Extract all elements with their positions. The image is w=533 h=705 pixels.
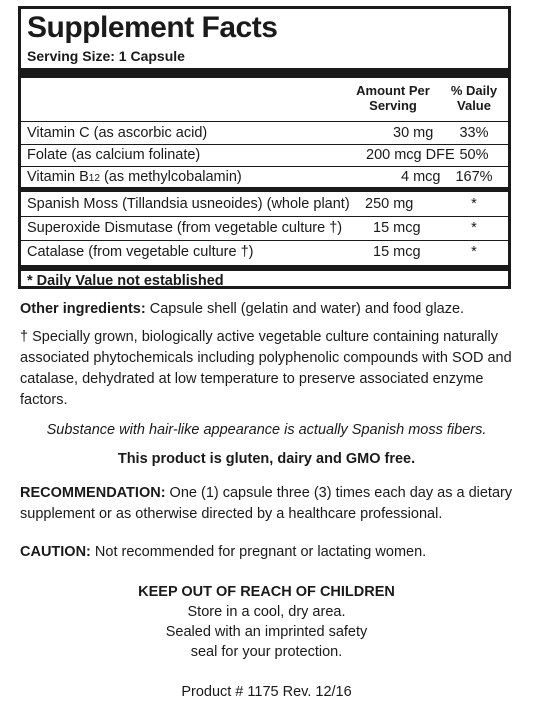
nutrient-name: Vitamin C (as ascorbic acid) <box>27 125 208 141</box>
recommendation-text: One (1) capsule three (3) times each day as a dietary supplement or as otherwise directed by a healthcare professional. <box>20 485 513 522</box>
caution-label: CAUTION: <box>20 544 91 560</box>
nutrient-row <box>21 241 508 264</box>
other-ingredients <box>20 299 520 320</box>
nutrient-amount: 15 mcg <box>373 244 421 260</box>
moss-note: Substance with hair-like appearance is actually Spanish moss fibers. <box>46 422 487 438</box>
allergen-free-note: This product is gluten, dairy and GMO free. <box>117 451 416 467</box>
nutrient-name-suffix: (as methylcobalamin) <box>99 169 242 185</box>
dv-header-line2: Value <box>457 98 491 113</box>
amount-per-serving-header <box>349 83 437 113</box>
nutrient-dv: * <box>471 196 477 212</box>
nutrient-name: Folate (as calcium folinate) <box>27 147 201 163</box>
other-ingredients-text: Capsule shell (gelatin and water) and food glaze. <box>145 301 465 317</box>
caution <box>20 542 520 563</box>
nutrient-amount: 4 mcg <box>401 169 441 185</box>
product-number: Product # 1175 Rev. 12/16 <box>181 684 352 700</box>
nutrient-dv: * <box>471 220 477 236</box>
caution-text: Not recommended for pregnant or lactating women. <box>90 544 427 560</box>
storage-line: Store in a cool, dry area. <box>187 604 346 620</box>
nutrient-dv: 167% <box>455 169 493 185</box>
serving-size: Serving Size: 1 Capsule <box>27 48 185 64</box>
nutrient-amount: 15 mcg <box>373 220 421 236</box>
nutrient-amount: 30 mg <box>393 125 434 141</box>
nutrient-amount: 200 mcg DFE <box>366 147 455 163</box>
nutrient-name-prefix: Vitamin B <box>27 169 89 185</box>
daily-value-header <box>441 83 507 113</box>
section-divider <box>21 187 508 192</box>
storage-line: seal for your protection. <box>190 644 343 660</box>
amount-header-line1: Amount Per <box>356 83 430 98</box>
nutrient-row <box>21 122 508 145</box>
dv-header-line1: % Daily <box>450 83 498 98</box>
daily-value-footnote: * Daily Value not established <box>27 273 224 289</box>
nutrient-name: Catalase (from vegetable culture †) <box>27 244 254 260</box>
nutrient-row <box>21 217 508 240</box>
nutrient-dv: 33% <box>459 125 489 141</box>
nutrient-amount: 250 mg <box>365 196 414 212</box>
other-ingredients-label: Other ingredients: <box>20 301 146 317</box>
nutrient-dv: 50% <box>459 147 489 163</box>
nutrient-name: Superoxide Dismutase (from vegetable culture †) <box>27 220 343 236</box>
nutrient-row <box>21 166 508 189</box>
nutrient-dv: * <box>471 244 477 260</box>
recommendation-label: RECOMMENDATION: <box>20 485 166 501</box>
keep-out-warning: KEEP OUT OF REACH OF CHILDREN <box>138 584 395 600</box>
recommendation <box>20 483 520 525</box>
facts-title: Supplement Facts <box>27 11 278 44</box>
thick-divider <box>21 68 508 78</box>
nutrient-row <box>21 193 508 216</box>
dagger-note: † Specially grown, biologically active vegetable culture containing naturally associated phytochemicals including polyphenolic compounds with SOD and catalase, dehydrated at low temperature to preserve associated enzyme factors. <box>20 329 512 408</box>
nutrient-name <box>27 169 242 187</box>
supplement-facts-panel <box>18 6 511 289</box>
storage-line: Sealed with an imprinted safety <box>165 624 368 640</box>
thick-divider-bottom <box>21 265 508 271</box>
nutrient-name: Spanish Moss (Tillandsia usneoides) (whole plant) <box>27 196 350 212</box>
amount-header-line2: Serving <box>369 98 417 113</box>
nutrient-row <box>21 144 508 167</box>
nutrient-name-subscript: 12 <box>88 173 100 184</box>
